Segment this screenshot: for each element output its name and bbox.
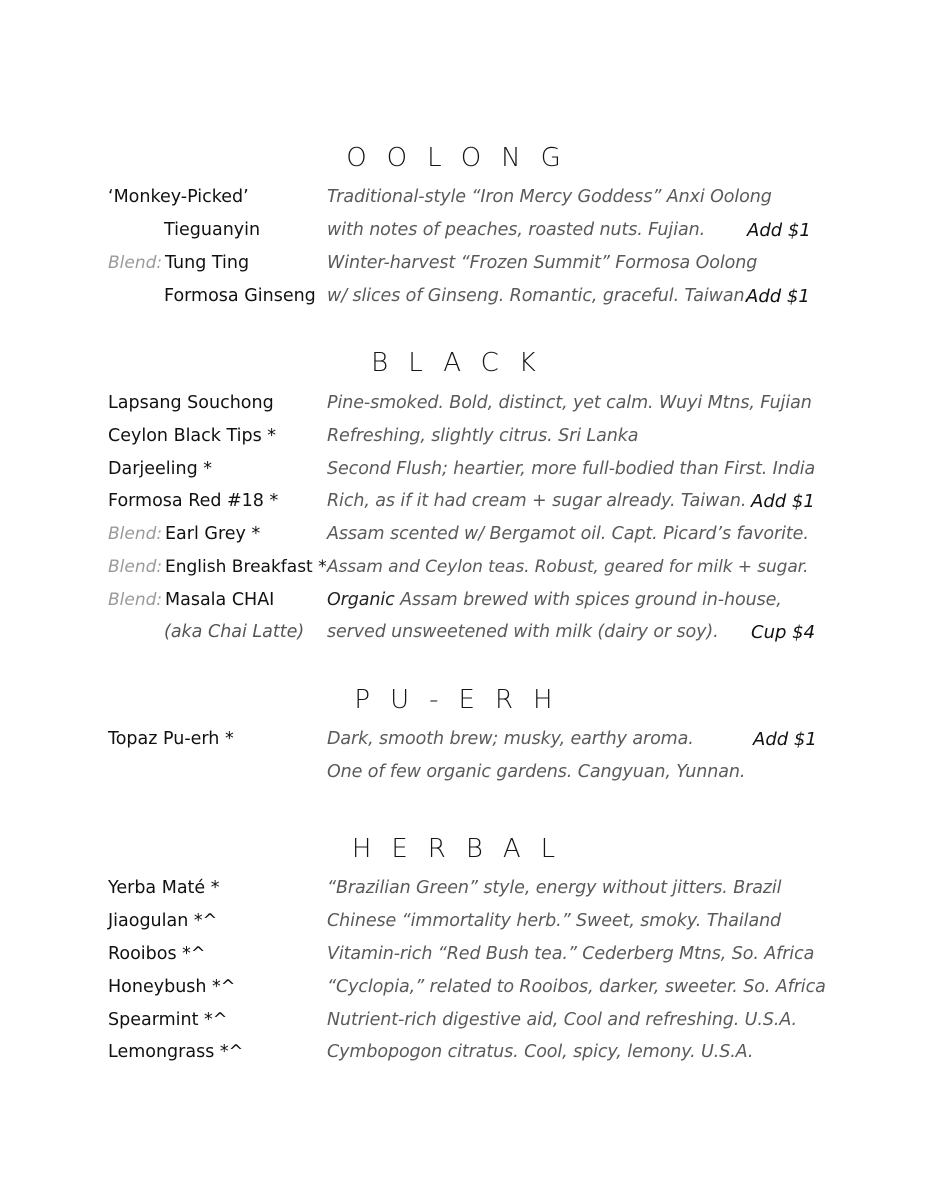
item-description: Traditional-style “Iron Mercy Goddess” Anxi Oolong (327, 187, 772, 207)
item-name: Lapsang Souchong (108, 393, 274, 413)
menu-item-row (0, 253, 927, 283)
item-price: Add $1 (746, 286, 810, 307)
item-name: English Breakfast * (165, 557, 327, 577)
menu-item-row (0, 622, 927, 652)
item-description: served unsweetened with milk (dairy or soy). (327, 622, 719, 642)
item-description: Dark, smooth brew; musky, earthy aroma. (327, 729, 694, 749)
item-name: Jiaogulan *^ (108, 911, 218, 931)
item-name: Rooibos *^ (108, 944, 206, 964)
item-description: Nutrient-rich digestive aid, Cool and refreshing. U.S.A. (327, 1010, 797, 1030)
item-description: Rich, as if it had cream + sugar already. Taiwan. (327, 491, 747, 511)
item-description: Chinese “immortality herb.” Sweet, smoky. Thailand (327, 911, 782, 931)
item-description: “Cyclopia,” related to Rooibos, darker, sweeter. So. Africa (327, 977, 826, 997)
item-name: (aka Chai Latte) (164, 622, 305, 642)
menu-item-row (0, 977, 927, 1007)
item-name: Yerba Maté * (108, 878, 220, 898)
menu-item-row (0, 187, 927, 217)
section-title-puerh: PU-ERH (354, 685, 573, 715)
menu-item-row (0, 590, 927, 620)
item-name: Tung Ting (165, 253, 250, 273)
menu-item-row (0, 286, 927, 316)
item-name: Topaz Pu-erh * (108, 729, 234, 749)
item-description: One of few organic gardens. Cangyuan, Yunnan. (327, 762, 746, 782)
menu-item-row (0, 944, 927, 974)
menu-item-row (0, 1010, 927, 1040)
item-description: Cymbopogon citratus. Cool, spicy, lemony. U.S.A. (327, 1042, 754, 1062)
item-description: Vitamin-rich “Red Bush tea.” Cederberg Mtns, So. Africa (327, 944, 815, 964)
item-name: Ceylon Black Tips * (108, 426, 277, 446)
organic-label: Organic (327, 590, 395, 610)
item-description: Refreshing, slightly citrus. Sri Lanka (327, 426, 639, 446)
item-description (327, 590, 782, 610)
menu-item-row (0, 729, 927, 759)
item-name: Formosa Ginseng (164, 286, 316, 306)
item-name: Formosa Red #18 * (108, 491, 279, 511)
item-price: Add $1 (747, 220, 811, 241)
menu-item-row (0, 878, 927, 908)
item-description-text: Assam brewed with spices ground in-house, (400, 590, 782, 610)
item-price: Add $1 (753, 729, 817, 750)
section-title-oolong: OOLONG (346, 143, 581, 173)
item-name: Tieguanyin (164, 220, 261, 240)
item-name: Masala CHAI (165, 590, 275, 610)
menu-item-row (0, 393, 927, 423)
item-name: Darjeeling * (108, 459, 213, 479)
menu-item-row (0, 220, 927, 250)
menu-item-row (0, 459, 927, 489)
menu-item-row (0, 911, 927, 941)
item-description: “Brazilian Green” style, energy without jitters. Brazil (327, 878, 782, 898)
menu-item-row (0, 1042, 927, 1072)
item-description: Winter-harvest “Frozen Summit” Formosa Oolong (327, 253, 758, 273)
item-price: Cup $4 (751, 622, 816, 643)
item-description: Second Flush; heartier, more full-bodied than First. India (327, 459, 816, 479)
menu-item-row (0, 762, 927, 792)
item-name: Earl Grey * (165, 524, 261, 544)
item-name: ‘Monkey-Picked’ (108, 187, 249, 207)
item-description: Assam scented w/ Bergamot oil. Capt. Picard’s favorite. (327, 524, 809, 544)
menu-item-row (0, 491, 927, 521)
item-description: w/ slices of Ginseng. Romantic, graceful. Taiwan. (327, 286, 750, 306)
blend-prefix: Blend: (108, 590, 163, 610)
item-name: Spearmint *^ (108, 1010, 228, 1030)
item-description: with notes of peaches, roasted nuts. Fujian. (327, 220, 706, 240)
menu-item-row (0, 557, 927, 587)
blend-prefix: Blend: (108, 557, 163, 577)
item-price: Add $1 (751, 491, 815, 512)
blend-prefix: Blend: (108, 253, 163, 273)
menu-item-row (0, 426, 927, 456)
section-title-black: BLACK (371, 348, 556, 378)
blend-prefix: Blend: (108, 524, 163, 544)
item-name: Lemongrass *^ (108, 1042, 244, 1062)
section-title-herbal: HERBAL (351, 834, 576, 864)
item-description: Assam and Ceylon teas. Robust, geared for milk + sugar. (327, 557, 809, 577)
item-name: Honeybush *^ (108, 977, 236, 997)
item-description: Pine-smoked. Bold, distinct, yet calm. Wuyi Mtns, Fujian (327, 393, 812, 413)
menu-item-row (0, 524, 927, 554)
